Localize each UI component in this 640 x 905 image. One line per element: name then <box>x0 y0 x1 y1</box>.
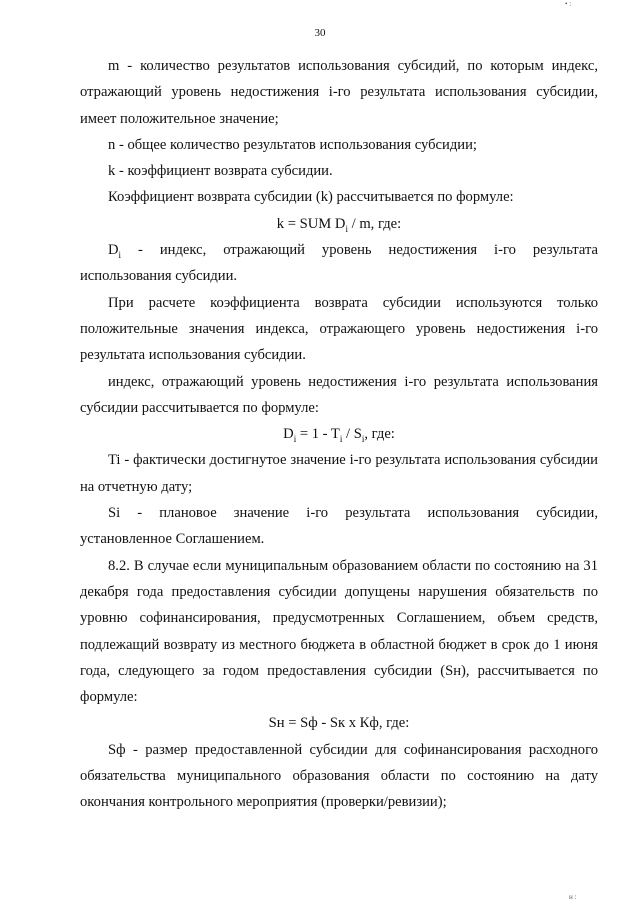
formula-di <box>80 421 598 447</box>
formula-di-mid: = 1 - T <box>296 426 340 443</box>
page-number: 30 <box>314 27 326 39</box>
paragraph-k-formula-intro: Коэффициент возврата субсидии (k) рассчитывается по формуле: <box>108 189 514 206</box>
formula-di-end: , где: <box>364 426 395 443</box>
paragraph-di-definition <box>80 237 598 290</box>
scan-mark-top: • : <box>565 0 572 8</box>
paragraph-ti-definition: Ti - фактически достигнутое значение i-го результата использования субсидии на отчетную дату; <box>80 452 598 495</box>
formula-k-subscript: i <box>345 223 348 234</box>
formula-di-sub1: i <box>293 434 297 445</box>
paragraph-positive-values: При расчете коэффициента возврата субсидии используются только положительные значения индекса, отражающего уровень недостижения i-го результата использования субсидии. <box>80 294 598 364</box>
formula-k <box>80 211 598 237</box>
formula-di-sub3: i <box>361 434 365 445</box>
formula-di-d: D <box>283 426 294 443</box>
paragraph-m-definition: m - количество результатов использования субсидий, по которым индекс, отражающий уровень недостижения i-го результата использования субсидии, имеет положительное значение; <box>80 58 598 127</box>
paragraph-sf-definition: Sф - размер предоставленной субсидии для софинансирования расходного обязательства муниципального образования области по состоянию на дату окончания контрольного мероприятия (проверки/ревизии); <box>80 741 598 811</box>
paragraph-n-definition: n - общее количество результатов использования субсидии; <box>108 136 477 153</box>
di-symbol: D <box>108 242 119 259</box>
paragraph-8-2: 8.2. В случае если муниципальным образованием области по состоянию на 31 декабря года предоставления субсидии допущены нарушения обязательств по уровню софинансирования, предусмотренных Соглашением, объем средств, подлежащий возврату из местного бюджета в областной бюджет в срок до 1 июня года, следующего за годом предоставления субсидии (Sн), рассчитывается по формуле: <box>80 557 598 706</box>
formula-k-right: / m, где: <box>347 215 402 232</box>
di-definition-text: - индекс, отражающий уровень недостижения i-го результата использования субсидии. <box>80 242 598 285</box>
formula-k-left: k = SUM D <box>276 215 346 232</box>
scan-mark-bottom: н : <box>569 893 577 901</box>
formula-di-sub2: i <box>339 434 343 445</box>
document-body <box>80 53 598 816</box>
paragraph-si-definition: Si - плановое значение i-го результата использования субсидии, установленное Соглашением. <box>80 505 598 548</box>
formula-di-mid2: / S <box>342 426 362 443</box>
formula-sn: Sн = Sф - Sк х Кф, где: <box>268 715 410 732</box>
paragraph-index-formula-intro: индекс, отражающий уровень недостижения i-го результата использования субсидии рассчитывается по формуле: <box>80 373 598 416</box>
di-subscript: i <box>118 249 122 260</box>
paragraph-k-definition: k - коэффициент возврата субсидии. <box>108 163 333 180</box>
